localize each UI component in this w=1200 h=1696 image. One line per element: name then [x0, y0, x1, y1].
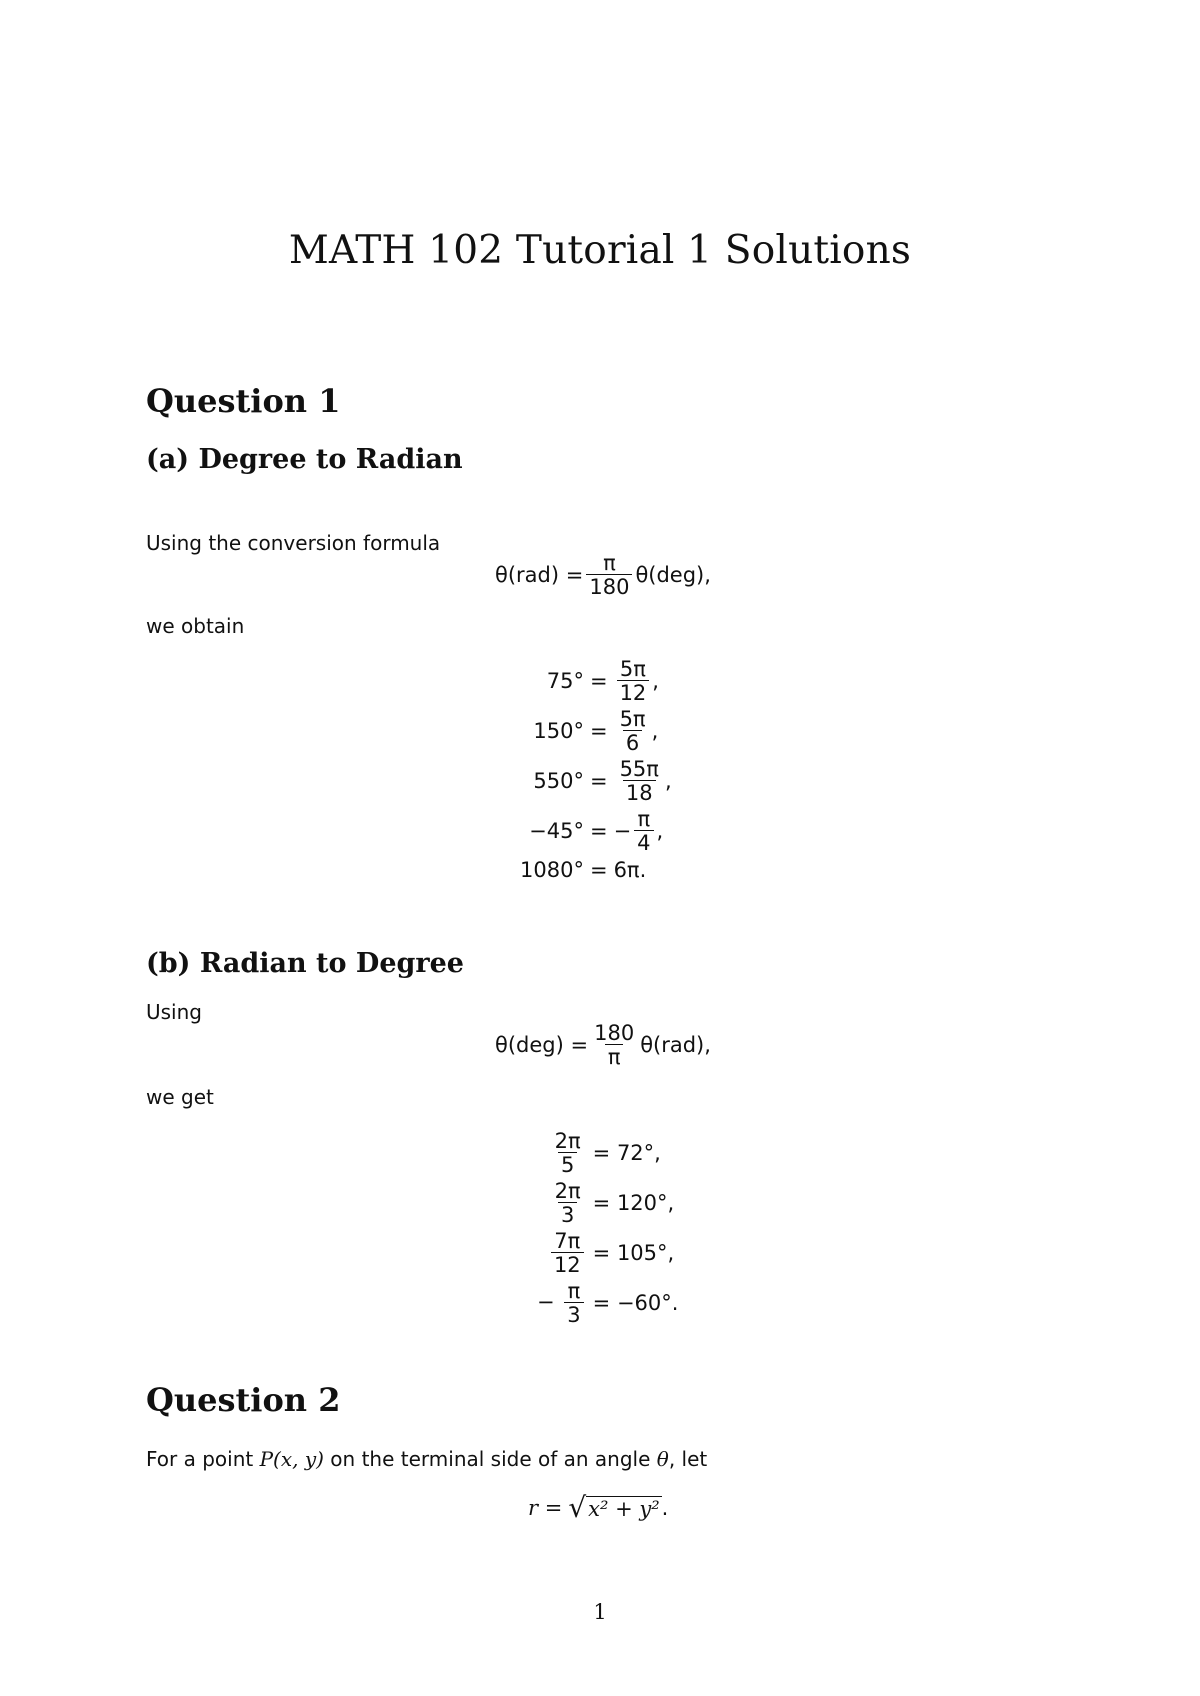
radicand: x² + y²	[588, 1496, 660, 1521]
result-lhs	[537, 1180, 593, 1226]
fraction-numerator: 2π	[554, 1129, 581, 1153]
formula-rhs: θ(deg),	[635, 563, 711, 588]
result-rhs: = $\frac{55\pi}{18}$ ,	[589, 757, 672, 806]
formula-fraction	[586, 552, 632, 598]
result-rhs: = $\frac{5\pi}{6}$ ,	[589, 707, 659, 756]
part-a-intro: Using the conversion formula	[146, 531, 441, 555]
formula-rhs: θ(rad),	[640, 1033, 711, 1058]
question-1-heading: Question 1	[146, 382, 341, 420]
result-lhs: 550°	[533, 769, 584, 794]
formula-lhs: θ(rad) =	[495, 563, 584, 588]
document-title: MATH 102 Tutorial 1 Solutions	[288, 228, 912, 273]
fraction-numerator: 180	[594, 1021, 635, 1045]
fraction-numerator: 5π	[619, 657, 646, 681]
fraction-denominator: 12	[617, 680, 650, 704]
fraction-denominator: 3	[558, 1202, 577, 1226]
result-lhs: 75°	[546, 669, 584, 694]
fraction-denominator: 6	[623, 730, 642, 754]
result-lhs: 1080°	[520, 858, 584, 883]
fraction-numerator: π	[603, 551, 616, 575]
result-lhs	[537, 1230, 593, 1276]
result-lhs	[537, 1130, 593, 1176]
rad-to-deg-formula	[495, 1022, 711, 1068]
deg-to-rad-formula	[495, 552, 711, 598]
fraction-numerator: 2π	[554, 1179, 581, 1204]
fraction-denominator: 5	[558, 1152, 577, 1176]
fraction-denominator: 3	[564, 1302, 583, 1326]
minus-sign: −	[613, 819, 632, 844]
part-b-after: we get	[146, 1085, 214, 1109]
row-punct: ,	[652, 669, 659, 694]
fraction-numerator: π	[637, 807, 651, 832]
text-segment: on the terminal side of an angle	[323, 1447, 657, 1471]
row-punct: ,	[656, 819, 664, 844]
question-2-heading: Question 2	[146, 1381, 341, 1419]
formula-fraction	[591, 1022, 637, 1068]
fraction-denominator: π	[605, 1044, 624, 1068]
result-rhs: = 72°,	[592, 1141, 661, 1166]
result-rhs: = 6π.	[589, 858, 647, 883]
result-value: 6π.	[613, 858, 647, 883]
part-b-heading: (b) Radian to Degree	[146, 948, 464, 979]
result-rhs: = −60°.	[592, 1291, 679, 1316]
result-lhs: −45°	[529, 819, 584, 844]
angle-symbol: θ	[656, 1447, 669, 1471]
result-rhs: = 120°,	[592, 1191, 675, 1216]
radical-sign-icon: √	[568, 1491, 587, 1524]
deg-to-rad-results	[520, 658, 672, 882]
row-punct: ,	[651, 719, 659, 744]
result-lhs: 150°	[533, 719, 584, 744]
result-rhs: = 105°,	[592, 1241, 675, 1266]
radius-formula	[528, 1491, 669, 1524]
rad-to-deg-results	[537, 1130, 678, 1326]
text-segment: For a point	[146, 1447, 260, 1471]
text-segment: , let	[668, 1447, 708, 1471]
fraction-numerator: 55π	[619, 757, 659, 782]
formula-punct: .	[661, 1496, 669, 1520]
result-rhs: = − $\frac{\pi}{4}$ ,	[589, 807, 664, 856]
minus-sign: −	[537, 1290, 555, 1315]
fraction-denominator: 18	[623, 780, 656, 804]
fraction-numerator: 5π	[619, 707, 646, 732]
fraction-denominator: 180	[586, 574, 632, 598]
fraction-denominator: 12	[551, 1252, 584, 1276]
formula-lhs: θ(deg) =	[495, 1033, 589, 1058]
point-expression: P(x, y)	[259, 1447, 324, 1471]
formula-lhs: r =	[528, 1496, 563, 1520]
page-number: 1	[593, 1600, 607, 1624]
fraction-numerator: π	[567, 1279, 581, 1304]
fraction-denominator: 4	[634, 830, 653, 854]
result-lhs	[537, 1280, 593, 1326]
fraction-numerator: 7π	[554, 1229, 581, 1254]
question-2-text	[146, 1447, 707, 1471]
square-root	[568, 1491, 661, 1524]
part-b-intro: Using	[146, 1000, 202, 1024]
result-rhs: = $\frac{5\pi}{12}$ ,	[589, 657, 659, 706]
part-a-after: we obtain	[146, 614, 245, 638]
part-a-heading: (a) Degree to Radian	[146, 444, 463, 475]
row-punct: ,	[664, 769, 672, 794]
